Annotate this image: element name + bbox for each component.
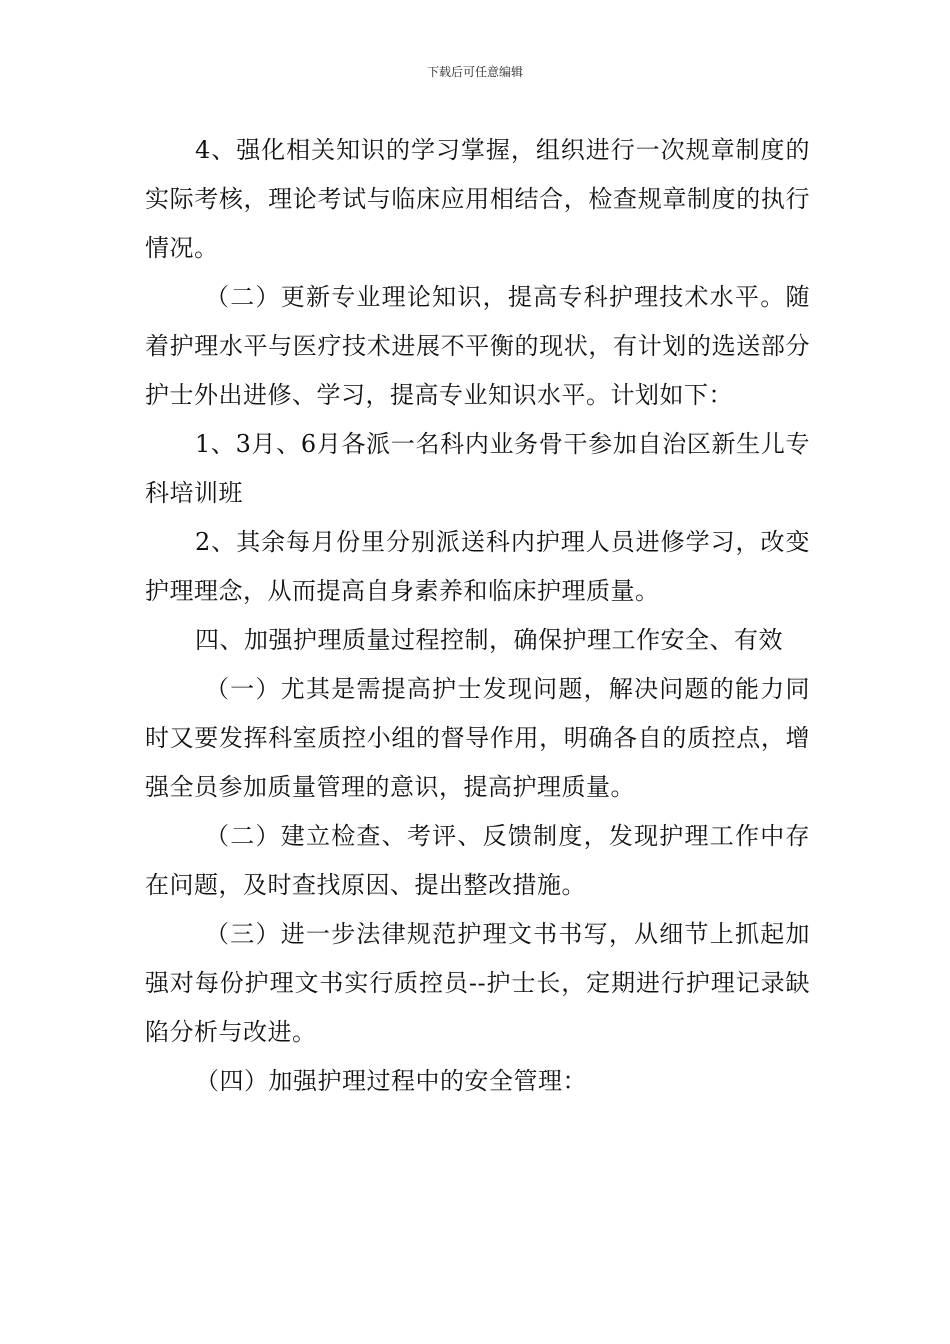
paragraph-9: （四）加强护理过程中的安全管理： [195, 1067, 587, 1095]
paragraph-8: （三）进一步法律规范护理文书书写，从细节上抓起加强对每份护理文书实行质控员--护士长，定期进行护理记录缺陷分析与改进。 [145, 920, 810, 1046]
paragraph-1: 4、强化相关知识的学习掌握，组织进行一次规章制度的实际考核，理论考试与临床应用相结合，检查规章制度的执行情况。 [145, 136, 810, 262]
paragraph-5: 四、加强护理质量过程控制，确保护理工作安全、有效 [195, 626, 783, 654]
paragraph-6: （一）尤其是需提高护士发现问题，解决问题的能力同时又要发挥科室质控小组的督导作用，明确各自的质控点，增强全员参加质量管理的意识，提高护理质量。 [145, 675, 810, 801]
paragraph-4: 2、其余每月份里分别派送科内护理人员进修学习，改变护理理念，从而提高自身素养和临床护理质量。 [145, 528, 810, 605]
page-header: 下载后可任意编辑 [426, 65, 523, 79]
paragraph-2: （二）更新专业理论知识，提高专科护理技术水平。随着护理水平与医疗技术进展不平衡的现状，有计划的选送部分护士外出进修、学习，提高专业知识水平。计划如下： [145, 283, 810, 409]
paragraph-7: （二）建立检查、考评、反馈制度，发现护理工作中存在问题，及时查找原因、提出整改措施。 [145, 822, 810, 899]
paragraph-3: 1、3月、6月各派一名科内业务骨干参加自治区新生儿专科培训班 [145, 430, 810, 507]
document-body [145, 126, 810, 1106]
